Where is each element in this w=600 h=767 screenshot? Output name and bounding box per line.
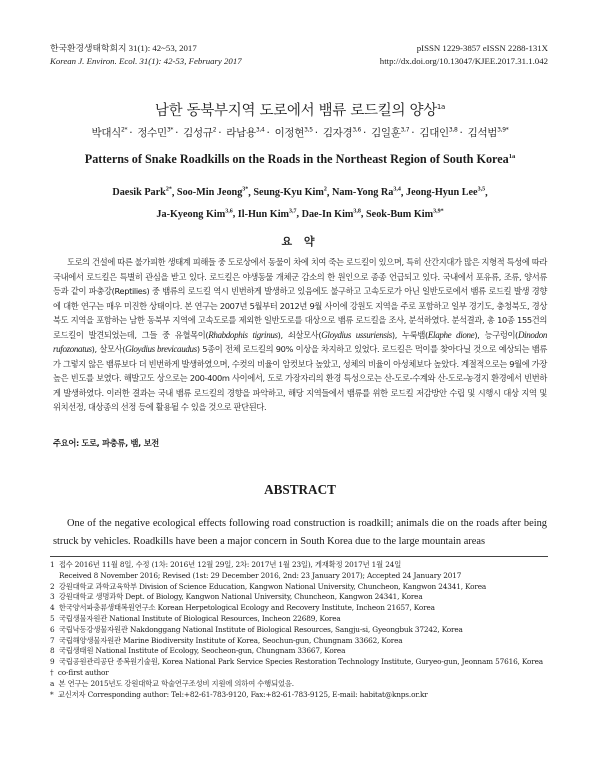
author-en: Soo-Min Jeong$^{3*}$	[176, 187, 249, 199]
author-ko: 이정현$^{3,5}$	[274, 126, 313, 139]
footnote: 1 접수 2016년 11월 8일, 수정 (1차: 2016년 12월 29일, 2차: 2017년 1월 23일), 게재확정 2017년 1월 24일	[50, 560, 402, 569]
title-english	[0, 152, 600, 167]
footnote: 3 강원대학교 생명과학 Dept. of Biology, Kangwon National University, Chuncheon, Kangwon 24341, Korea	[50, 592, 423, 602]
issn-doi	[380, 42, 548, 68]
footnote: 7 국립해양생물자원관 Marine Biodiversity Institute of Korea, Seochun-gun, Chungnam 33662, Korea	[50, 635, 403, 645]
footnote: 8 국립생태원 National Institute of Ecology, Seocheon-gun, Chungnam 33667, Korea	[50, 646, 346, 656]
issn: pISSN 1229-3857 eISSN 2288-131X	[416, 43, 548, 53]
authors-english	[40, 181, 560, 224]
species-name: Rhabdophis tigrinus	[208, 329, 278, 340]
author-ko: 박대식$^{2*}$	[91, 126, 128, 139]
species-name: Elaphe dione	[427, 329, 475, 340]
author-ko: 김성규$^2$	[183, 126, 217, 139]
footnote-divider	[50, 556, 548, 557]
author-ko: 라남용$^{3,4}$	[226, 126, 265, 139]
author-en: Dae-In Kim$^{3,8}$	[301, 208, 361, 220]
footnote: 6 국립낙동강생물자원관 Nakdonggang National Institute of Biological Resources, Sangju-si, Gyeongbuk 37242, Korea	[50, 624, 463, 634]
section-heading-summary: 요 약	[281, 235, 319, 248]
author-en: Nam-Yong Ra$^{3,4}$	[331, 187, 401, 199]
keywords	[53, 438, 547, 449]
author-en: Il-Hun Kim$^{3,7}$	[237, 208, 297, 220]
author-en: Daesik Park$^{2*}$	[112, 187, 172, 199]
abstract-english: One of the negative ecological effects following road construction is roadkill; animals die on the roads after being struck by vehicles. Roadkills have been a major concern in South Korea due to the large mountain areas	[53, 518, 547, 547]
author-ko: 김일훈$^{3,7}$	[371, 126, 410, 139]
author-en: Jeong-Hyun Lee$^{3,5}$	[405, 187, 486, 199]
author-en: Seok-Bum Kim$^{3,9*}$	[366, 208, 444, 220]
author-en: Ja-Kyeong Kim$^{3,6}$	[156, 208, 233, 220]
journal-citation	[50, 42, 242, 68]
keywords-label: 주요어:	[53, 438, 80, 448]
footnote: a 본 연구는 2015년도 강원대학교 학술연구조성비 지원에 의하여 수행되었음.	[50, 678, 294, 688]
species-name: Dinodon rufozonatus	[53, 329, 547, 354]
footnote: Received 8 November 2016; Revised (1st: 29 December 2016, 2nd: 23 January 2017); Accepted 24 January 2017	[59, 570, 462, 580]
title-korean-text: 남한 동북부지역 도로에서 뱀류 로드킬의 양상	[154, 103, 437, 119]
author-ko: 김자경$^{3,6}$	[322, 126, 362, 139]
title-korean-sup: 1a	[436, 103, 446, 112]
author-en: Seung-Kyu Kim$^2$	[253, 187, 327, 199]
species-name: Gloydius brevicaudus	[125, 344, 197, 354]
authors-english-line2: Ja-Kyeong Kim$^{3,6}$, Il-Hun Kim$^{3,7}$, Dae-In Kim$^{3,8}$, Seok-Bum Kim$^{3,9*}$	[156, 208, 444, 220]
author-ko: 정수민$^{3*}$	[137, 126, 174, 139]
journal-ko: 한국환경생태학회지 31(1): 42~53, 2017	[50, 43, 197, 53]
title-english-text: Patterns of Snake Roadkills on the Roads in the Northeast Region of South Korea	[84, 152, 509, 166]
footnote: 4 한국양서파충류생태복원연구소 Korean Herpetological Ecology and Recovery Institute, Incheon 21657, Korea	[50, 603, 435, 613]
footnote: 2 강원대학교 과학교육학부 Division of Science Education, Kangwon National University, Chuncheon, Kangwon 24341, Korea	[50, 581, 487, 591]
authors-english-line1: Daesik Park$^{2*}$, Soo-Min Jeong$^{3*}$, Seung-Kyu Kim$^2$, Nam-Yong Ra$^{3,4}$, Jeong-Hyun Lee$^{3,5}$,	[112, 187, 488, 199]
footnote: 5 국립생물자원관 National Institute of Biological Resources, Incheon 22689, Korea	[50, 613, 341, 623]
authors-korean: 박대식$^{2*}$ · 정수민$^{3*}$ · 김성규$^2$ · 라남용$^{3,4}$ · 이정현$^{3,5}$ · 김자경$^{3,6}$ · 김일훈$^{3,7}$ · 김대인$^{3,8}$ · 김석범$^{3,9*}$	[91, 126, 509, 139]
abstract-korean: 도로의 건설에 따른 불가피한 생태계 피해들 중 도로상에서 동물이 차에 치여 죽는 로드킬이 있으며, 특히 산간지대가 많은 지형적 특성에 따라 국내에서 로드킬은 특별히 관심을 받고 있다. 로드킬은 야생동물 개체군 감소의 한 원인으로 종종 언급되고 있다. 국내에서 포유류, 조류, 양서류 등과 같이 파충강(Reptilies) 중 뱀류의 로드킬 역시 빈번하게 발생하고 있음에도 불구하고 고속도로가 아닌 일반도로에서 뱀류 로드킬 발생 경향에 대한 연구는 매우 미진한 상태이다. 본 연구는 2007년 5월부터 2012년 9월 사이에 강원도 지역을 주로 포함하고 일부 경기도, 충청북도, 경상북도 지역을 포함하는 남한 동북부 지역에 고속도로를 제외한 일반도로를 대상으로 뱀류 로드킬을 조사, 분석하였다. 분석결과, 총 10종 155건의 로드킬이 발견되었는데, 그들 중 유혈목이(Rhabdophis tigrinus), 쇠살모사(Gloydius ussuriensis), 누룩뱀(Elaphe dione), 능구렁이(Dinodon rufozonatus), 살모사(Gloydius brevicaudus) 5종이 전체 로드킬의 90% 이상을 차지하고 있었다. 로드킬은 먹이를 찾아다닐 것으로 예상되는 뱀류가 그렇지 않은 뱀류보다 더 빈번하게 발생하였으며, 수컷의 비율이 암컷보다 높았고, 성체의 비율이 아성체보다 높았다. 계절적으로는 9월에 가장 높은 빈도를 보였다. 해발고도 상으로는 200-400m 사이에서, 도로 가장자리의 환경 특성으로는 산-도로-수계와 산-도로-농경지 환경에서 빈번하게 발생하였다. 이러한 결과는 국내 뱀류 로드킬의 경향을 파악하고, 해당 지역들에서 뱀류를 위한 로드킬 저감방안 수립 및 시행시 대상 지역 및 위치선정, 대상종의 선정 등에 활용될 수 있을 것으로 판단된다.	[53, 257, 547, 412]
footnote-corresponding: * 교신저자 Corresponding author: Tel:+82-61-783-9120, Fax:+82-61-783-9125, E-mail: habitat@knps.or.kr	[50, 689, 428, 699]
author-ko: 김대인$^{3,8}$	[419, 126, 458, 139]
author-ko: 김석범$^{3,9*}$	[467, 126, 509, 139]
keywords-text: 도로, 파충류, 뱀, 보전	[81, 438, 159, 448]
footnotes	[50, 560, 550, 700]
doi-link[interactable]: http://dx.doi.org/10.13047/KJEE.2017.31.1.042	[379, 56, 548, 66]
species-name: Gloydius ussuriensis	[321, 329, 392, 340]
footnote: † co-first author	[50, 667, 109, 677]
title-korean	[0, 99, 600, 120]
footnote: 9 국립공원관리공단 종복원기술원, Korea National Park Service Species Restoration Technology Institute, Guryeo-gun, Jeonnam 57616, Korea	[50, 657, 543, 667]
section-heading-abstract: ABSTRACT	[264, 482, 336, 497]
journal-en: Korean J. Environ. Ecol. 31(1): 42-53, February 2017	[50, 56, 242, 66]
title-english-sup: 1a	[508, 152, 516, 160]
